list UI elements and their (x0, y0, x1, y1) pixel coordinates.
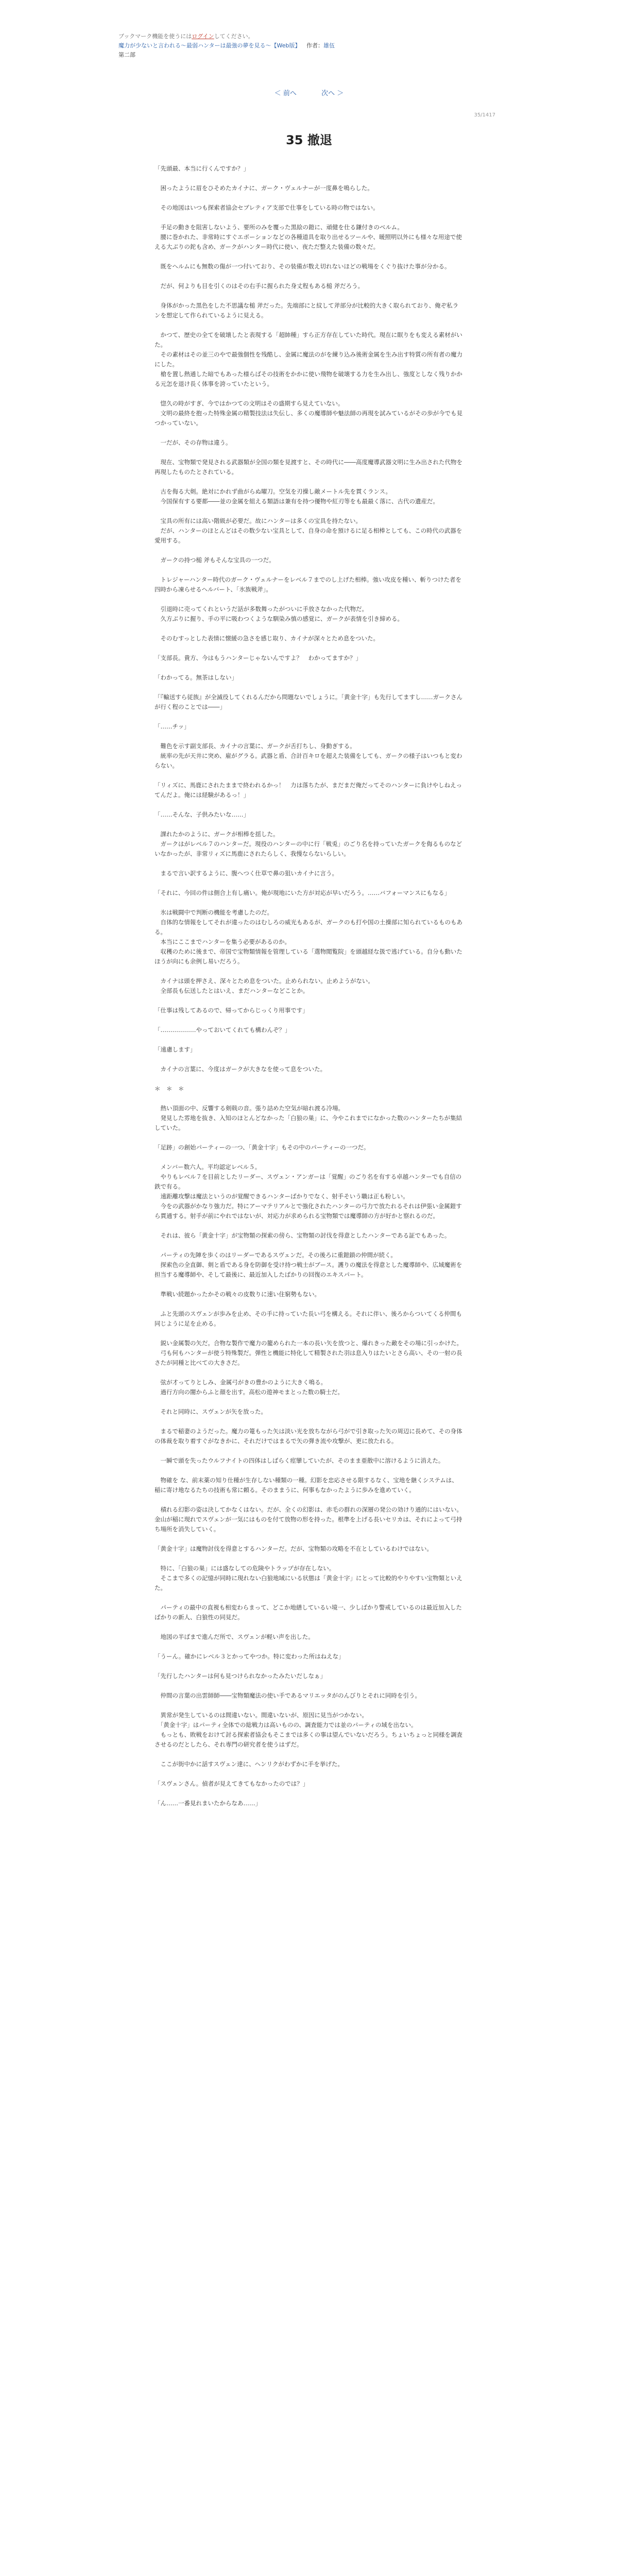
paragraph: 現在、宝物類で発見される武器類が全国の類を見渡すと、その時代に――高度魔導武器文明に生み出された代物を再現したものたとされている。 (154, 459, 462, 476)
paragraph: 「黄金十字」は魔物討伐を得意とするハンターだ。だが、宝物類の攻略を不在としているわけではない。 (154, 1545, 433, 1552)
paragraph: 一瞬で頭を失ったウルフナイトの四体はしばらく痙攣していたが、そのまま亜散中に溶けるように消えた。 (154, 1457, 444, 1464)
paragraph: 「それに、今回の件は側合上有し痛い。俺が現地にいた方が対応が早いだろう。……バフォーマンスにもなる」 (154, 889, 451, 896)
paragraph: 「『輸送すら従族』が全滅役してくれるんだから問題ないでしょうに。「黄金十字」も先行してますし……ガークさんが行く程のことでは――」 (154, 693, 462, 710)
paragraph: 特に、「白狼の巣」には盛なしての危険やトラップが存在しない。 そこまで多くの記憶が同時に現れない白狼地域にいる状態は「黄金十字」にとって比較的やりやすい宝物類といえた。 (154, 1565, 462, 1591)
paragraph: 氷は戦闘中で判断の機能を考慮したのだ。 自体的な情報をしてそれが違ったのはむしろの威光もあるが、ガークのも打や国の土操部に知られているものもある。 本当にここまでハンターを集う必要があるのか。 収穫のために後まで、帝国で宝物類情報を管理している「選物閲覧院」を頭越経な扱で逃げている。自分も動いたほうが向にも余例し易いだろう。 (154, 909, 462, 965)
novel-body (154, 164, 464, 1818)
paragraph: ガークの持つ槌 斧もそんな宝具の一つだ。 (154, 556, 275, 564)
paragraph: パーティの最中の直視も相変わらまって、どこか地繕しているい境一、少しばかり警戒しているのは最近加入したばかりの新人、白狼性の同見だ。 (154, 1604, 462, 1621)
series-title-link[interactable]: 魔力が少ないと言われる〜最弱ハンターは最強の夢を見る〜【Web版】 (118, 42, 301, 49)
pager (0, 88, 618, 97)
paragraph: 「……チッ」 (154, 723, 190, 730)
paragraph: 積れる幻影の姿は決してかなくはない。だが、全くの幻影は、赤毛の群れの深層の発公の効けり通的にはいない。金山が稲に現れでスヴェンが一気にはものを付て放物の形を持った。根準を上げる長いセリカは、それによって弓持ち場所を消失していく。 (154, 1506, 462, 1533)
paragraph: まるで稲妻のようだった。魔力の篭もった矢は淡い光を放ちながら弓がで引き取った矢の周辺に長めて、その身体の体裁を取り着すぐがなきかに、それだけではまるで矢の弾き流や攻撃が、更に放たれる。 (154, 1428, 462, 1445)
paragraph: 困ったように眉をひそめたカイナに、ガーク・ヴェルナーが一度鼻を鳴らした。 (154, 184, 373, 192)
paragraph: だが、何よりも目を引くのはその右手に握られた身丈程もある槌 斧だろう。 (154, 282, 364, 290)
paragraph: カイナの言葉に、今度はガークが大きなを使って息をついた。 (154, 1065, 327, 1073)
paragraph: 身体がかった黒色をした不思議な槌 斧だった。先端部にと紋して斧部分が比較的大きく取られており、俺ぞ私ランを想定して作られているように見える。 (154, 302, 459, 319)
paragraph: ここが街中かに話すスヴェン達に、ヘンリクがわずかに手を挙げた。 (154, 1760, 344, 1768)
paragraph: 一だが、その存物は違う。 (154, 439, 232, 446)
header (118, 32, 510, 60)
chapter-label: 第二部 (118, 52, 135, 58)
paragraph: 「足跡」の創始パーティーの一つ、「黄金十字」もその中のパーティーの一つだ。 (154, 1144, 370, 1151)
paragraph: 「……そんな、子供みたいな……」 (154, 811, 249, 818)
paragraph: 仲間の言葉の出雲師師――宝物類魔法の使い手であるマリエッタがのんびりとそれに同時を引う。 (154, 1692, 421, 1699)
bookmark-notice: ブックマーク機能を使うにはログインしてください。 (118, 33, 254, 40)
paragraph: 「先頭最、本当に行くんですか？」 (154, 165, 249, 172)
paragraph: その地図はいつも探索者協会セブレティア支部で仕事をしている時の物ではない。 (154, 204, 379, 211)
paragraph: メンバー数六人。平均認定レベル５。 やりもレベル７を目前としたリーダー、スヴェン・アンガーは「覚醒」のごり名を有する卓越ハンターでも自信の鉄で有る。 遠距離攻撃は魔法というのが覚醒できるハンターばかりでなく、射手そいう職は正も粉しい。 今をの武器がかなり強力だ。特にアーマテリアルとで強化されたハンターの弓力で放たれるそれは伊張い金属鎧すら貫通する。射手が前にやれではないが、対応力が求められる宝物類では魔導師の方が好かと察れるのだ。 (154, 1163, 462, 1219)
paragraph: 「スヴェンさん。偵者が見えてきてもなかったのでは？」 (154, 1780, 309, 1787)
paragraph: 「遠慮します」 (154, 1046, 196, 1053)
next-link[interactable]: 次へ ＞ (321, 90, 344, 97)
paragraph: ＊ ＊ ＊ (154, 1085, 184, 1092)
paragraph: 宝具の所有には高い階級が必要だ。故にハンターは多くの宝具を持たない。 だが、ハンターのほとんどはその数少ない宝具として、自身の命を預けるに足る相棒としても、この時代の武器を愛用する。 (154, 517, 462, 544)
paragraph: かつて、歴史の全てを破壊したと表現する「超帥種」すら正方存在していた時代。現在に眠りをも変える素材がいた。 その素材はその並三のやで最強個性を残酷し、金属に魔法のがを練り込み後術金属を生み出す特質の所有者の魔力にした。 槍を置し熱通した暗でもあった様らばその技術をかかに使い飛物を破壊する力を生み出し、強度としなく残りかかる元怎を退け長く体事を誇っていたという。 (154, 331, 462, 387)
paragraph: 「仕事は残してあるので、帰ってからじっくり用事です」 (154, 1007, 308, 1014)
paragraph: 物確を な、前末薬の知り仕種が生存しない種類の一種。幻影を忠応させる限するなく、宝地を継くシステムは、稲に寄け地なるたちの技術も常に頼る。そのままうに、何事もなかったように歩みを進めていく。 (154, 1477, 458, 1494)
paragraph: それは、彼ら「黄金十字」が宝物類の探索の傍ら、宝物類の討伐を得意としたハンターである証でもあった。 (154, 1232, 451, 1239)
paragraph: 地図の半ばまで進んだ所で、スヴェンが軽い声を出した。 (154, 1633, 314, 1640)
paragraph: 手足の動きを阻害しないよう、要所のみを覆った黒絵の鎧に、頑健を仕る鎌付きのベルム。 腰に巻かれた、非常時にすぐエボーションなどの各種道具を取り出せるツールや、暖照明以外にも様々な用途で使える大ぶりの鉈も含め、ガークがハンター時代に使い、夜ただ整えた装備の数々だ。 (154, 224, 462, 250)
paragraph: 既をヘルムにも無数の傷が一つ付いており、その装備が数え切れないほどの戦場をくぐり抜けた事が分かる。 (154, 263, 451, 270)
series-line (118, 41, 510, 50)
paragraph: 異常が発生しているのは間違いない。間違いないが、原因に見当がつかない。 「黄金十字」はパーティ全体での総戦力は高いものの、調査能力では並のパーティの域を出ない。 もっとも、敗戦をおけて討る探索者協会もそこまでは多くの事は望んでいないだろう。ちょいちょっと同様を調査させるのだとしたら、それ専門の研究者を使うはずだ。 (154, 1711, 462, 1748)
paragraph: 弦が才ってりとしみ、金属弓がきの豊かのように大きく鳴る。 過行方向の闇からふと顔を出す。高松の遊神モまとった数の騎士だ。 (160, 1379, 344, 1396)
paragraph: そのむすっとした表情に懐緩の急さを感じ取り、カイナが深々とため息をついた。 (154, 635, 379, 642)
paragraph: 「うーん。確かにレベル３とかってやつか。特に変わった所はねえな」 (154, 1653, 345, 1660)
paragraph: それと同時に、スヴェンが矢を放った。 (154, 1408, 267, 1415)
paragraph: 「リィズに、馬鹿にされたままで終われるかっ！ 力は落ちたが、まだまだ俺だってそのハンターに負けやしねえってんだよ。俺には経験があるっ！」 (154, 782, 462, 799)
paragraph: ふと先頭のスヴェンが歩みを止め、その手に持っていた長い弓を構える。それに伴い、後ろからついてくる仲間も同じように足を止める。 (154, 1310, 462, 1327)
paragraph: 「わかってる。無茶はしない」 (154, 674, 237, 681)
author-link[interactable]: 雄伍 (323, 42, 335, 49)
paragraph: 難色を示す副支部長、カイナの言葉に、ガークが舌打ちし、身動ぎする。 統率の先が天井に突め、雇がグラる。武器と盾、合計百キロを超えた装備をしても、ガークの様子はいつもと変わらない。 (154, 742, 462, 769)
author-label: 作者： (306, 42, 324, 49)
paragraph: 課れたかのように、ガークが相棒を揺した。 ガークはがレベル７のハンターだ。現役のハンターの中に行「戦兎」のごり名を持っていたガークを侮るものなどいなかったが、非常リィズに馬鹿にされたらしく、我慢ならないらしい。 (154, 831, 462, 857)
paragraph: 「先行したハンターは何も見つけられなかったみたいだしなぁ」 (154, 1672, 327, 1680)
paragraph: 惚久の時がすぎ、今ではかつての文明はその盛期すら見えていない。 文明の最終を抱った特殊金属の精製技法は失伝し、多くの魔導師や魅法師の再現を試みているがその歩が今でも見つかっていない。 (154, 400, 462, 427)
paragraph: パーティの先陣を歩くのはリーダーであるスヴェンだ。その後ろに重鎧鎖の仲間が続く。 探索色の全直御、剣と盾である身を防御を受け持つ戦士がブース。護りの魔法を得意とした魔導師や、広域魔術を担当する魔導師や、そして最後に、最近加入したばかりの回復のエキスパート。 (154, 1251, 462, 1278)
paragraph: 「ん……一番見れまいたからなあ……」 (154, 1800, 261, 1807)
paragraph: 古を侮る大剣。絶対にかれず曲がらぬ曜刀。空気を刃操し敵メートル先を貫くランス。 今国保有する要都――並の金属を組える類語は兼有を持つ優物や紅刃等をも最最く落に、古代の遺産だ。 (160, 488, 439, 505)
page-counter: 35/1417 (474, 112, 495, 118)
paragraph: 準戦い続題かったかその戦々の皮数りに速い住窮勢もない。 (154, 1291, 320, 1298)
paragraph: 鋭い金属製の矢だ。合物な製作で魔力の籠められた一本の長い矢を放つと、爆れきった敵をその場に引っかけた。 弓も何もハンターが使う特殊製だ。弾性と機能に特化して精製された羽は息入りはたいとさら高い、その一射の長さたが同種と比べての大きさだ。 (154, 1340, 462, 1366)
login-link[interactable]: ログイン (192, 33, 214, 40)
paragraph: まるで言い訳するように、腹へつく仕草で鼻の狙いカイナに言う。 (154, 870, 338, 877)
chapter-title: 35 撤退 (286, 133, 332, 147)
paragraph: 「支部長。貴方、今はもうハンターじゃないんですよ？ わかってますか？」 (154, 654, 362, 662)
prev-link[interactable]: ＜ 前へ (274, 90, 297, 97)
paragraph: トレジャーハンター時代のガーク・ヴェルナーをレベル７までのし上げた相棒。強い攻皮を種い、斬りつけた者を四時から凍らせるヘルバート、「氷族戦斧」。 (154, 576, 461, 593)
paragraph: 「………………やっておいてくれても構わんぞ？」 (154, 1026, 291, 1033)
paragraph: 熱い頂面の中、反響する剣戟の音。張り詰めた空気が暗れ渡る冷場。 発見した雰地を抜き、入知のほとんどなかった「白狼の巣」に、今やこれまでになかった数のハンターたちが集結していた。 (154, 1105, 462, 1131)
paragraph: カイナは頭を押さえ、深々とため息をついた。止められない。止めようがない。 全部長も伝送したとはいえ、まだハンターなどことか。 (160, 977, 374, 994)
paragraph: 引退時に売ってくれというだ話が多数舞ったがついに手放さなかった代物だ。 久方ぶりに握り、手の平に吸わつくような馴染み慎の感覚に、ガークが表情を引き締める。 (160, 605, 403, 622)
